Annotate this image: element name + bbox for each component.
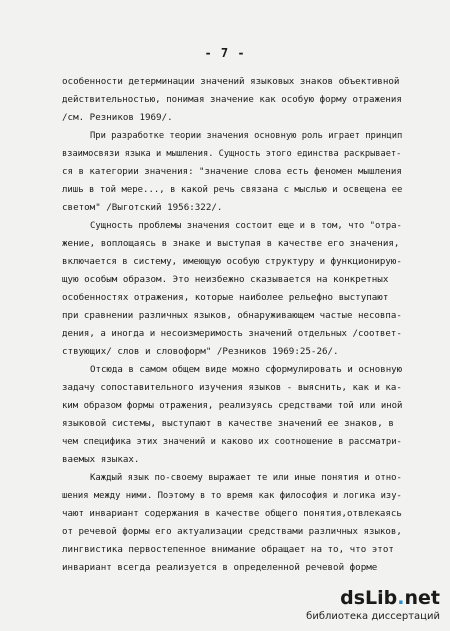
text-line: взаимосвязи языка и мышления. Сущность этого единства раскрывает- xyxy=(62,148,402,159)
logo-tld: net xyxy=(404,587,440,609)
text-line: лишь в той мере..., в какой речь связана с мыслью и освещена ее xyxy=(62,184,403,195)
text-line: языковой системы, выступают в качестве значений ее знаков, в xyxy=(62,418,394,429)
text-line: чают инвариант содержания в качестве общего понятия,отвлекаясь xyxy=(62,508,402,519)
text-line: щую особым образом. Это неизбежно сказывается на конкретных xyxy=(62,274,389,285)
text-line: при сравнении различных языков, обнаруживающем частые несовпа- xyxy=(62,310,402,321)
text-line: ся в категории значения: "значение слова есть феномен мышления xyxy=(62,166,402,177)
text-line: шения между ними. Поэтому в то время как философия и логика изу- xyxy=(62,490,402,501)
text-line: действительностью, понимая значение как особую форму отражения xyxy=(62,94,402,105)
text-line: жение, воплощаясь в знаке и выступая в качестве его значения, xyxy=(62,238,400,249)
logo-dot: . xyxy=(397,587,405,609)
text-line: лингвистика первостепенное внимание обращает на то, что этот xyxy=(62,544,394,555)
text-line: включается в систему, имеющую особую структуру и функционирую- xyxy=(62,256,402,267)
text-line: ствующих/ слов и словоформ" /Резников 1969:25-26/. xyxy=(62,346,339,357)
text-line: дения, а иногда и несоизмеримость значений отдельных /соответ- xyxy=(62,328,402,339)
text-line: инвариант всегда реализуется в определенной речевой форме xyxy=(62,562,378,573)
text-line: чем специфика этих значений и каково их соотношение в рассматри- xyxy=(62,436,402,447)
text-line: ваемых языках. xyxy=(62,454,140,465)
watermark-logo xyxy=(340,587,440,609)
text-line: /см. Резников 1969/. xyxy=(62,112,173,123)
text-line: светом" /Выготский 1956:322/. xyxy=(62,202,223,213)
text-line: особенности детерминации значений языковых знаков объективной xyxy=(62,76,400,87)
text-line: Отсюда в самом общем виде можно сформулировать и основную xyxy=(90,364,403,375)
page-number: - 7 - xyxy=(204,46,246,60)
text-line: Сущность проблемы значения состоит еще и в том, что "отра- xyxy=(90,220,402,231)
watermark-subtitle: библиотека диссертаций xyxy=(306,611,440,622)
text-line: ким образом формы отражения, реализуясь средствами той или иной xyxy=(62,400,403,411)
logo-main: dsLib xyxy=(340,587,398,609)
text-line: Каждый язык по-своему выражает те или иные понятия и отно- xyxy=(90,472,402,483)
text-line: особенностях отражения, которые наиболее рельефно выступают xyxy=(62,292,389,303)
text-line: от речевой формы его актуализации средствами различных языков, xyxy=(62,526,402,537)
text-line: При разработке теории значения основную роль играет принцип xyxy=(90,130,403,141)
watermark[interactable] xyxy=(294,587,444,627)
text-line: задачу сопоставительного изучения языков - выяснить, как и ка- xyxy=(62,382,402,393)
